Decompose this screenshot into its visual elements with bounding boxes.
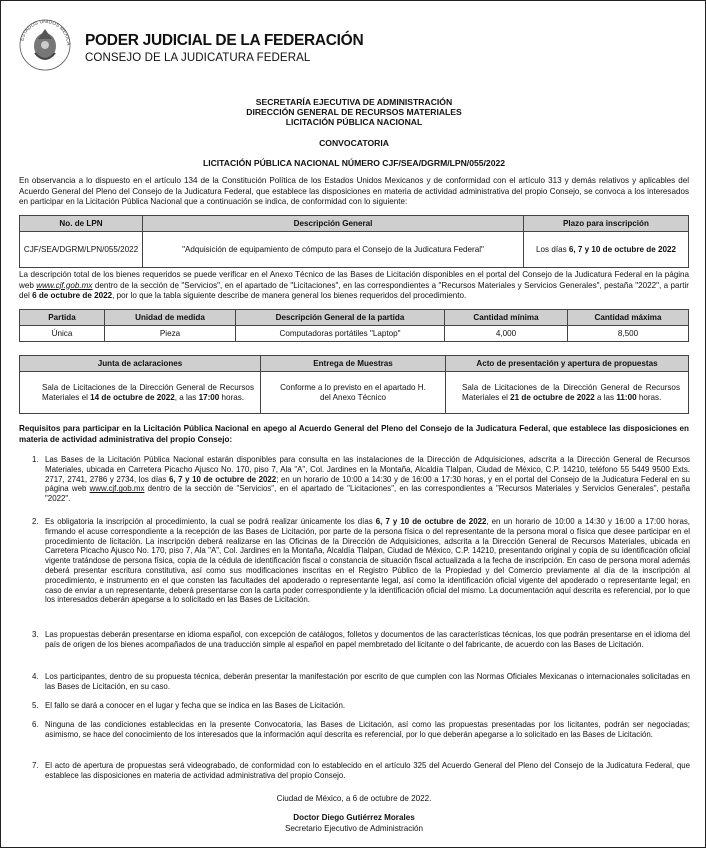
- table-cell: Los días 6, 7 y 10 de octubre de 2022: [524, 232, 689, 268]
- signer-role: Secretario Ejecutivo de Administración: [284, 824, 424, 833]
- table-header: Cantidad mínima: [445, 310, 568, 326]
- table-cell: Pieza: [105, 326, 236, 342]
- table-header: Descripción General: [143, 216, 524, 232]
- convocatoria-heading: CONVOCATORIA: [319, 138, 389, 148]
- table-header: Plazo para inscripción: [524, 216, 689, 232]
- letterhead: [15, 15, 695, 71]
- title-line-2: DIRECCIÓN GENERAL DE RECURSOS MATERIALES: [246, 107, 462, 117]
- table-cell: Única: [20, 326, 105, 342]
- org-subtitle: CONSEJO DE LA JUDICATURA FEDERAL: [85, 52, 311, 64]
- tender-number-heading: LICITACIÓN PÚBLICA NACIONAL NÚMERO CJF/SEA/DGRM/LPN/055/2022: [202, 158, 506, 168]
- national-seal-icon: [15, 15, 75, 71]
- table-header: Junta de aclaraciones: [20, 356, 261, 372]
- title-line-1: SECRETARÍA EJECUTIVA DE ADMINISTRACIÓN: [255, 97, 453, 107]
- tender-table: [19, 215, 689, 268]
- requirements-heading: Requisitos para participar en la Licitación Pública Nacional en apego al Acuerdo General del Pleno del Consejo de la Judicatura Federal, que establece las disposiciones en materia de actividad administrativa del propio Consejo:: [19, 424, 689, 444]
- intro-paragraph: En observancia a lo dispuesto en el artículo 134 de la Constitución Política de los Estados Unidos Mexicanos y de conformidad con el artículo 313 y demás relativos y aplicables del Acuerdo General del Pleno del Consejo de la Judicatura Federal, que establece las disposiciones en materia de actividad administrativa del propio Consejo, se convoca a los interesados en participar en la Licitación Pública Nacional que a continuación se indica, de conformidad con lo siguiente:: [19, 176, 689, 206]
- table-header: Descripción General de la partida: [236, 310, 445, 326]
- table-header: Cantidad máxima: [568, 310, 689, 326]
- events-table: [19, 355, 689, 414]
- table-header: Partida: [20, 310, 105, 326]
- website-link[interactable]: www.cjf.gob.mx: [36, 280, 93, 290]
- table-cell: CJF/SEA/DGRM/LPN/055/2022: [20, 232, 143, 268]
- svg-text:ESTADOS UNIDOS MEXICANOS: ESTADOS UNIDOS MEXICA: [19, 18, 72, 46]
- table-header: Unidad de medida: [105, 310, 236, 326]
- description-paragraph: La descripción total de los bienes requeridos se puede verificar en el Anexo Técnico de las Bases de Licitación disponibles en el portal del Consejo de la Judicatura Federal en la página web www.cjf.gob.mx dentro de la sección de "Servicios", en el apartado de "Licitaciones", en las correspondientes a "Recursos Materiales y Servicios Generales", pestaña "2022", a partir del 6 de octubre de 2022, por lo que la tabla siguiente describe de manera general los bienes requeridos del procedimiento.: [19, 270, 689, 300]
- table-cell: 8,500: [568, 326, 689, 342]
- table-cell: Sala de Licitaciones de la Dirección General de Recursos Materiales el 14 de octubre de 2022, a las 17:00 horas.: [20, 372, 261, 414]
- table-cell: 4,000: [445, 326, 568, 342]
- table-cell: Sala de Licitaciones de la Dirección General de Recursos Materiales el 21 de octubre de 2022 a las 11:00 horas.: [446, 372, 689, 414]
- table-cell: "Adquisición de equipamiento de cómputo para el Consejo de la Judicatura Federal": [143, 232, 524, 268]
- document-page: ESTADOS UNIDOS MEXICA PODER JUDICIAL DE LA FEDERACIÓN CONSEJO DE LA JUDICATURA FEDERAL SECRETARÍA EJECUTIVA DE ADMINISTRACIÓN DIRECCIÓN GENERAL DE RECURSOS MATERIALES LICITACIÓN PÚBLICA NACIONAL CONVOCATORIA LICITACIÓN PÚBLICA NACIONAL NÚMERO CJF/SEA/DGRM/LPN/055/2022 En observancia a lo dispuesto en el artículo 134 de la Constitución Política de los Estados Unidos Mexicanos y de conformidad con el artículo 313 y demás relativos y aplicables del Acuerdo General del Pleno del Consejo de la Judicatura Federal, que establece las disposiciones en materia de actividad administrativa del propio Consejo, se convoca a los interesados en participar en la Licitación Pública Nacional que a continuación se indica, de conformidad con lo siguiente: No. de LPN Descripción General Plazo para inscripción CJF/SEA/DGRM/LPN/055/2022 "Adquisición de equipamiento de cómputo para el Consejo de la Judicatura Federal" Los días 6, 7 y 10 de octubre de 2022 La descripción total de los bienes requeridos se puede verificar en el Anexo Técnico de las Bases de Licitación disponibles en el portal del Consejo de la Judicatura Federal en la página web www.cjf.gob.mx dentro de la sección de "Servicios", en el apartado de "Licitaciones", en las correspondientes a "Recursos Materiales y Servicios Generales", pestaña "2022", a partir del 6 de octubre de 2022, por lo que la tabla siguiente describe de manera general los bienes requeridos del procedimiento. Partida Unidad de medida Descripción General de la partida Cantidad mínima Cantidad máxima Única Pieza Computadoras portátiles "Laptop" 4,000 8,500 Junta de aclaraciones Entrega de Muestras Acto de presentación y apertura de propuestas Sala de Licitaciones de la Dirección General de Recursos Materiales el 14 de octubre de 2022, a las 17:00 horas. Conforme a lo previsto en el apartado H. del Anexo Técnico Sala de Licitaciones de la Dirección General de Recursos Materiales el 21 de octubre de 2022 a las 11:00 horas. Requisitos para participar en la Licitación Pública Nacional en apego al Acuerdo General del Pleno del Consejo de la Judicatura Federal, que establece las disposiciones en materia de actividad administrativa del propio Consejo: 1. Las Bases de la Licitación Pública Nacional estarán disponibles para consulta en las instalaciones de la Dirección de Adquisiciones, adscrita a la Dirección General de Recursos Materiales, ubicada en Carretera Picacho Ajusco No. 170, piso 7, Ala "A", Col. Jardines en la Montaña, Alcaldía Tlalpan, Ciudad de México, C.P. 14210, teléfono 55 5449 9500 Exts. 2717, 2741, 2786 y 2734, los días 6, 7 y 10 de octubre de 2022; en un horario de 10:00 a 14:30 y de 16:00 a 17:30 horas, y en el portal del Consejo de la Judicatura Federal en su página web www.cjf.gob.mx dentro de la sección de "Servicios", en el apartado de "Licitaciones", en las correspondientes a "Recursos Materiales y Servicios Generales", pestaña "2022". 2. Es obligatoria la inscripción al procedimiento, la cual se podrá realizar únicamente los días 6, 7 y 10 de octubre de 2022, en un horario de 10:00 a 14:30 y 16:00 a 17:00 horas, firmando el acuse correspondiente a la recepción de las Bases de Licitación, por parte de la persona física o del representante de la persona moral o física que desee participar en el procedimiento de licitación. La inscripción deberá realizarse en las Oficinas de la Dirección de Adquisiciones, adscrita a la Dirección General de Recursos Materiales, ubicada en Carretera Picacho Ajusco No. 170, piso 7, Ala "A", Col. Jardines en la Montaña, Alcaldía Tlalpan, Ciudad de México, C.P. 14210, presentando original y copia de su identificación oficial vigente tratándose de persona física, copia de la cédula de identificación fiscal o constancia de situación fiscal actualizada a la fecha de inscripción. En caso de persona moral además deberá presentar escritura constitutiva, así como sus modificaciones inscritas en el Registro Público de la Propiedad y del Comercio previamente al día de la inscripción al procedimiento, e instrumento en el que consten las facultades del apoderado o representante legal, así como la identificación oficial vigente del apoderado o representante legal; en caso de enviar a un representante, deberá presentarse con la carta poder correspondiente y la identificación oficial del mismo. La documentación aquí descrita es referencial, por lo que los interesados deberán apegarse a lo solicitado en las Bases de Licitación. 3. Las propuestas deberán presentarse en idioma español, con excepción de catálogos, folletos y documentos de las características técnicas, los que podrán presentarse en el idioma del país de origen de los bienes acompañados de una traducción simple al español en papel membretado del licitante o del fabricante, de acuerdo con las Bases de Licitación. 4. Los participantes, dentro de su propuesta técnica, deberán presentar la manifestación por escrito de que cumplen con las Normas Oficiales Mexicanas o internacionales solicitadas en las Bases de Licitación, en su caso. 5. El fallo se dará a conocer en el lugar y fecha que se indica en las Bases de Licitación. 6. Ninguna de las condiciones establecidas en la presente Convocatoria, las Bases de Licitación, así como las propuestas presentadas por los licitantes, podrán ser negociadas; asimismo, se hace del conocimiento de los interesados que la información aquí descrita es referencial, por lo que deberán apegarse a lo solicitado en las Bases de Licitación. 7. El acto de apertura de propuestas será videograbado, de conformidad con lo establecido en el artículo 325 del Acuerdo General del Pleno del Consejo de la Judicatura Federal, que establece las disposiciones en materia de actividad administrativa del propio Consejo. Ciudad de México, a 6 de octubre de 2022. Doctor Diego Gutiérrez Morales Secretario Ejecutivo de Administración: [0, 0, 706, 848]
- table-cell: Conforme a lo previsto en el apartado H. del Anexo Técnico: [261, 372, 446, 414]
- place-date: Ciudad de México, a 6 de octubre de 2022.: [276, 794, 432, 803]
- title-line-3: LICITACIÓN PÚBLICA NACIONAL: [285, 117, 423, 127]
- website-link[interactable]: www.cjf.gob.mx: [89, 484, 145, 494]
- org-name: PODER JUDICIAL DE LA FEDERACIÓN: [85, 32, 364, 49]
- items-table: [19, 309, 689, 342]
- table-header: No. de LPN: [20, 216, 143, 232]
- table-header: Entrega de Muestras: [261, 356, 446, 372]
- signer-name: Doctor Diego Gutiérrez Morales: [293, 813, 415, 822]
- table-header: Acto de presentación y apertura de propuestas: [446, 356, 689, 372]
- table-cell: Computadoras portátiles "Laptop": [236, 326, 445, 342]
